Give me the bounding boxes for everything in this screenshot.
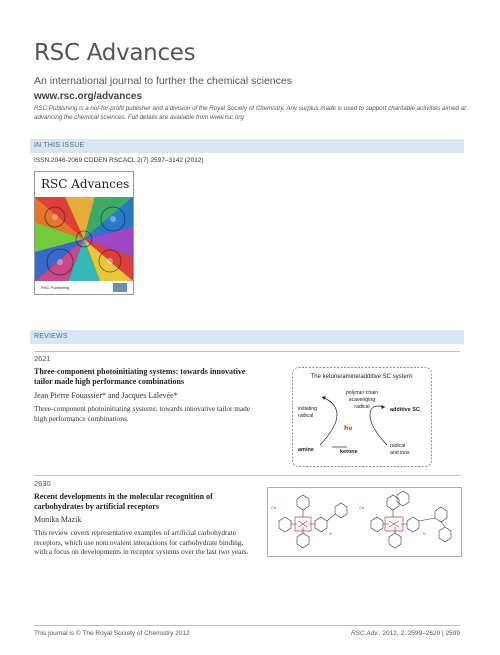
divider [34, 475, 460, 476]
journal-tagline: An international journal to further the chemical sciences [34, 75, 292, 87]
reviews-bar: REVIEWS [30, 330, 464, 344]
cover-image [34, 171, 134, 295]
diagram-label: hν [344, 425, 353, 432]
diagram-label: radical [390, 443, 406, 449]
journal-url[interactable]: www.rsc.org/advances [34, 91, 143, 102]
svg-text:OH: OH [359, 506, 365, 510]
journal-title: RSC Advances [34, 40, 196, 66]
cover-title: RSC Advances [41, 177, 130, 191]
svg-text:N: N [423, 532, 426, 536]
diagram-label: ketone [340, 449, 358, 455]
diagram-heading: The ketone/amine/additive SC system: [310, 374, 414, 380]
footer-citation: RSC Adv., 2012, 2, 2599–2620 | 2599 [350, 630, 460, 637]
article-abstract: This review covers representative examples of artificial carbohydrate receptors, which use noncovalent interactions for carbohydrate binding, with a focus on developments in receptor systems over the last two years. [34, 528, 249, 556]
cover-artwork [35, 197, 133, 281]
footer-copyright: This journal is © The Royal Society of Chemistry 2012 [34, 630, 190, 637]
article-title[interactable]: Three-component photoinitiating systems: towards innovative tailor made high performance combinations [34, 367, 246, 386]
article-authors: Jean Pierre Fouassier* and Jacques Lalevée* [34, 391, 178, 400]
issn-line: ISSN 2046-2069 CODEN RSCACL 2(7) 2597–3142 (2012) [34, 157, 204, 164]
diagram-label: radical [354, 404, 370, 410]
diagram-label: and ions [390, 450, 410, 456]
article-authors: Monika Mazik [34, 515, 82, 524]
diagram-label: initiating [298, 406, 318, 412]
article-page-number: 2621 [34, 354, 51, 363]
divider [34, 351, 460, 352]
diagram-label: additive SC [390, 407, 420, 413]
receptor-structures-graphic [267, 487, 462, 557]
diagram-label: radical [298, 413, 314, 419]
photoinitiator-diagram [292, 367, 432, 467]
footer-divider [34, 625, 460, 626]
cover-publisher: RSC Publishing [41, 285, 70, 290]
publisher-blurb: RSC Publishing is a not-for-profit publisher and a division of the Royal Society of Chemistry. Any surplus made is used to support charitable activities aimed at advancing the chemical sciences. Full details are available from www.rsc.org [34, 105, 466, 121]
in-this-issue-bar: IN THIS ISSUE [30, 139, 464, 153]
article-title[interactable]: Recent developments in the molecular recognition of carbohydrates by artificial receptors [34, 492, 213, 511]
svg-text:OH: OH [271, 506, 277, 510]
diagram-label: amine [298, 447, 314, 453]
diagram-label: scavenging [348, 397, 376, 403]
article-page-number: 2630 [34, 479, 51, 488]
diagram-label: polymer chain [345, 390, 379, 396]
cover-logo-icon [113, 283, 127, 292]
svg-text:N: N [329, 532, 332, 536]
article-abstract: Three-component photoinitiating systems: towards innovative tailor made high performance combinations. [34, 404, 251, 423]
